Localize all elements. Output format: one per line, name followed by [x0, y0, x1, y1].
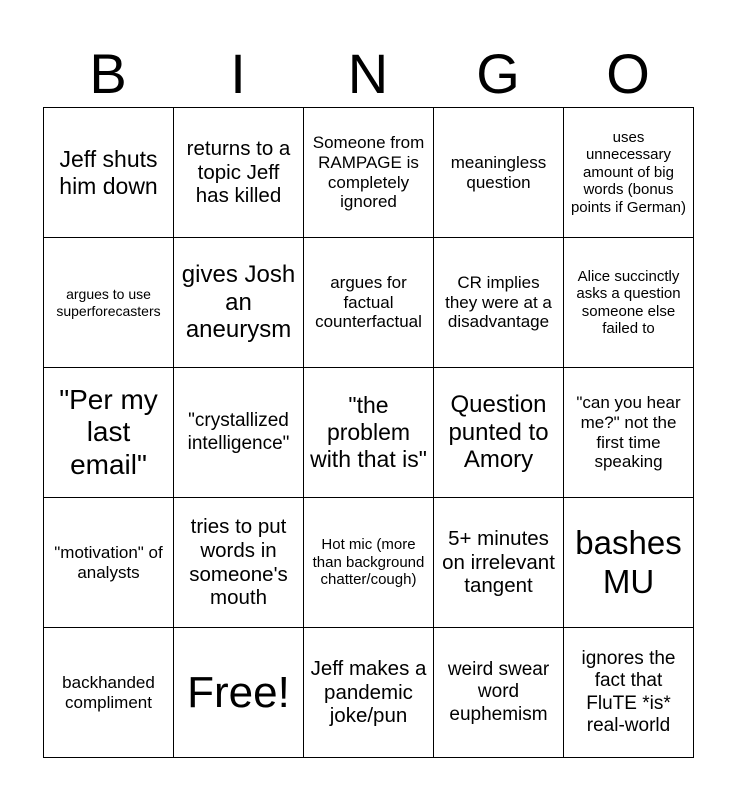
cell-text: argues for factual counterfactual — [315, 272, 422, 332]
cell-text: ignores the fact that FluTE *is* real-world — [581, 648, 676, 736]
cell-text: bashes MU — [575, 524, 682, 600]
cell-text: Free! — [187, 667, 290, 717]
bingo-cell[interactable] — [304, 498, 434, 628]
cell-text: "can you hear me?" not the first time speaking — [576, 393, 681, 472]
bingo-cell[interactable] — [434, 238, 564, 368]
bingo-cell[interactable] — [44, 108, 174, 238]
bingo-cell[interactable] — [564, 108, 694, 238]
bingo-header — [43, 40, 693, 108]
bingo-board — [43, 107, 694, 758]
cell-text: Hot mic (more than background chatter/cough) — [312, 536, 425, 589]
bingo-cell[interactable] — [174, 498, 304, 628]
cell-text: returns to a topic Jeff has killed — [186, 136, 291, 208]
bingo-cell[interactable] — [564, 628, 694, 758]
header-letter-g: G — [476, 42, 520, 105]
header-letter-o: O — [606, 42, 650, 105]
cell-text: "motivation" of analysts — [54, 542, 163, 582]
bingo-cell[interactable] — [304, 368, 434, 498]
cell-text: Alice succinctly asks a question someone else failed to — [576, 267, 681, 337]
cell-text: 5+ minutes on irrelevant tangent — [442, 526, 555, 598]
bingo-cell[interactable] — [174, 368, 304, 498]
bingo-cell[interactable] — [304, 108, 434, 238]
bingo-cell[interactable] — [174, 108, 304, 238]
cell-text: uses unnecessary amount of big words (bonus points if German) — [570, 129, 687, 216]
bingo-cell[interactable] — [44, 368, 174, 498]
cell-text: "the problem with that is" — [310, 392, 427, 472]
bingo-cell[interactable] — [44, 498, 174, 628]
cell-text: backhanded compliment — [62, 672, 155, 712]
bingo-cell[interactable] — [44, 628, 174, 758]
bingo-cell[interactable] — [564, 498, 694, 628]
cell-text: gives Josh an aneurysm — [181, 260, 296, 344]
header-letter-i: I — [230, 42, 246, 105]
cell-text: tries to put words in someone's mouth — [189, 514, 288, 610]
bingo-cell[interactable] — [304, 238, 434, 368]
bingo-cell[interactable] — [434, 628, 564, 758]
bingo-cell[interactable] — [434, 368, 564, 498]
bingo-cell[interactable] — [304, 628, 434, 758]
cell-text: Question punted to Amory — [448, 390, 549, 474]
bingo-cell[interactable] — [564, 238, 694, 368]
bingo-cell[interactable] — [434, 498, 564, 628]
bingo-cell[interactable] — [434, 108, 564, 238]
cell-text: Jeff shuts him down — [59, 145, 158, 199]
cell-text: argues to use superforecasters — [56, 286, 161, 319]
cell-text: CR implies they were at a disadvantage — [445, 272, 552, 332]
cell-text: "crystallized intelligence" — [187, 410, 290, 454]
bingo-cell[interactable] — [564, 368, 694, 498]
cell-text: "Per my last email" — [59, 383, 158, 480]
header-letter-b: B — [89, 42, 127, 105]
cell-text: meaningless question — [450, 152, 547, 192]
cell-text: Someone from RAMPAGE is completely ignored — [312, 133, 425, 212]
header-letter-n: N — [347, 42, 389, 105]
cell-text: Jeff makes a pandemic joke/pun — [310, 656, 427, 728]
bingo-cell[interactable] — [174, 238, 304, 368]
cell-text: weird swear word euphemism — [447, 659, 550, 725]
bingo-cell[interactable] — [44, 238, 174, 368]
free-space-cell[interactable] — [174, 628, 304, 758]
